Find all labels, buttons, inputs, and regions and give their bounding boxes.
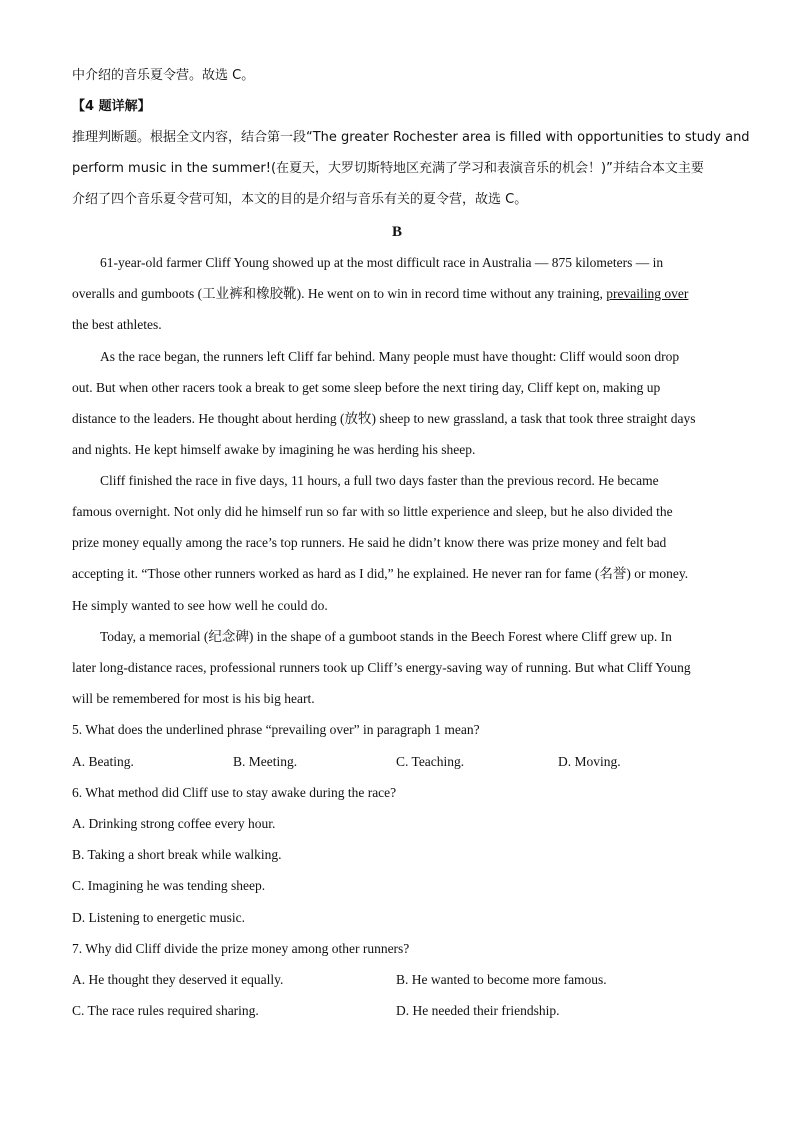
p1-line-3: the best athletes. bbox=[72, 317, 162, 332]
p1-line-1: 61-year-old farmer Cliff Young showed up at the most difficult race in Australia — 875 kilometers — in bbox=[100, 255, 664, 270]
answer-line-1: 中介绍的音乐夏令营。故选 C。 bbox=[72, 68, 255, 83]
passage-title: B bbox=[391, 224, 402, 240]
p2-line-1: As the race began, the runners left Cliff far behind. Many people must have thought: Cliff would soon drop bbox=[100, 349, 680, 364]
p3-line-4: accepting it. “Those other runners worked as hard as I did,” he explained. He never ran for fame (名誉) or money. bbox=[72, 566, 689, 581]
p4-line-1: Today, a memorial (纪念碑) in the shape of a gumboot stands in the Beech Forest where Cliff grew up. In bbox=[100, 629, 672, 644]
q6-option-d: D. Listening to energetic music. bbox=[72, 910, 245, 925]
p4-line-2: later long-distance races, professional runners took up Cliff’s energy-saving way of running. But what Cliff Young bbox=[72, 660, 691, 675]
p2-line-2: out. But when other racers took a break to get some sleep before the next tiring day, Cliff kept on, making up bbox=[72, 380, 661, 395]
answer-heading: 【4 题详解】 bbox=[72, 99, 151, 114]
p3-line-2: famous overnight. Not only did he himself run so far with so little experience and sleep, but he also divided the bbox=[72, 504, 673, 519]
p1-line-2 bbox=[72, 284, 732, 304]
p2-line-3: distance to the leaders. He thought about herding (放牧) sheep to new grassland, a task that took three straight days bbox=[72, 411, 696, 426]
q5-option-c: C. Teaching. bbox=[396, 754, 465, 769]
q7-option-c: C. The race rules required sharing. bbox=[72, 1003, 259, 1018]
p3-line-3: prize money equally among the race’s top runners. He said he didn’t know there was prize money and felt bad bbox=[72, 535, 667, 550]
p3-line-5: He simply wanted to see how well he could do. bbox=[72, 598, 328, 613]
question-7-stem: 7. Why did Cliff divide the prize money among other runners? bbox=[72, 941, 410, 956]
question-6-stem: 6. What method did Cliff use to stay awake during the race? bbox=[72, 785, 397, 800]
q7-option-a: A. He thought they deserved it equally. bbox=[72, 972, 284, 987]
p1-line-2-text: overalls and gumboots (工业裤和橡胶靴). He went on to win in record time without any training, bbox=[72, 286, 607, 301]
q5-option-d: D. Moving. bbox=[558, 754, 621, 769]
q6-option-b: B. Taking a short break while walking. bbox=[72, 847, 282, 862]
p2-line-4: and nights. He kept himself awake by imagining he was herding his sheep. bbox=[72, 442, 476, 457]
q6-option-a: A. Drinking strong coffee every hour. bbox=[72, 816, 276, 831]
underlined-phrase: prevailing over bbox=[606, 286, 689, 301]
q6-option-c: C. Imagining he was tending sheep. bbox=[72, 878, 266, 893]
answer-line-4: 介绍了四个音乐夏令营可知，本文的目的是介绍与音乐有关的夏令营，故选 C。 bbox=[72, 192, 528, 207]
q7-option-b: B. He wanted to become more famous. bbox=[396, 972, 607, 987]
answer-line-2: 推理判断题。根据全文内容，结合第一段“The greater Rochester area is filled with opportunities to study and bbox=[72, 130, 750, 145]
p3-line-1: Cliff finished the race in five days, 11 hours, a full two days faster than the previous record. He became bbox=[100, 473, 659, 488]
q5-option-a: A. Beating. bbox=[72, 754, 134, 769]
p4-line-3: will be remembered for most is his big heart. bbox=[72, 691, 315, 706]
q7-option-d: D. He needed their friendship. bbox=[396, 1003, 560, 1018]
q5-option-b: B. Meeting. bbox=[233, 754, 298, 769]
answer-line-3: perform music in the summer!(在夏天，大罗切斯特地区充满了学习和表演音乐的机会！)”并结合本文主要 bbox=[72, 161, 704, 176]
question-5-stem: 5. What does the underlined phrase “prevailing over” in paragraph 1 mean? bbox=[72, 722, 480, 737]
